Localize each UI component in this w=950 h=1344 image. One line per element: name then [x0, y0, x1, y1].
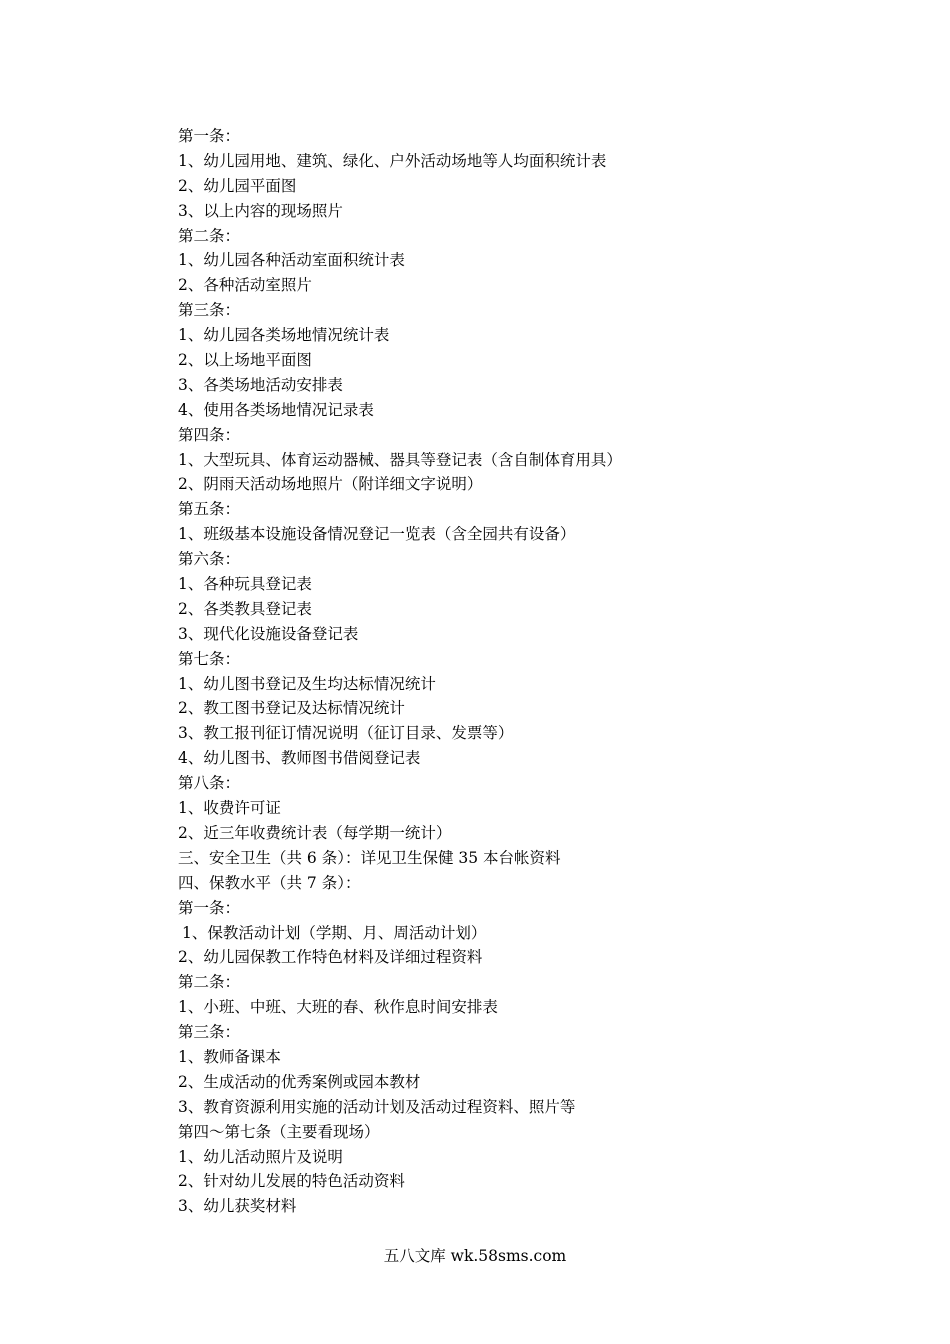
list-item: 1、小班、中班、大班的春、秋作息时间安排表: [178, 998, 498, 1017]
list-item: 4、幼儿图书、教师图书借阅登记表: [178, 749, 421, 768]
list-item: 2、各种活动室照片: [178, 276, 312, 295]
section-heading: 第七条：: [178, 649, 241, 668]
section-heading: 第四～第七条（主要看现场）: [178, 1122, 380, 1141]
section-heading: 第八条：: [178, 774, 241, 793]
section-heading: 第二条：: [178, 973, 241, 992]
document-body: [178, 124, 878, 1219]
section-heading: 第五条：: [178, 500, 241, 519]
list-item: 1、幼儿园各种活动室面积统计表: [178, 251, 405, 270]
list-item: 3、幼儿获奖材料: [178, 1197, 297, 1216]
page-footer: 五八文库 wk.58sms.com: [383, 1247, 567, 1265]
list-item: 2、教工图书登记及达标情况统计: [178, 699, 405, 718]
list-item: 三、安全卫生（共 6 条）：详见卫生保健 35 本台帐资料: [178, 848, 561, 867]
list-item: 4、使用各类场地情况记录表: [178, 400, 374, 419]
list-item: 3、各类场地活动安排表: [178, 375, 343, 394]
list-item: 2、幼儿园平面图: [178, 176, 297, 195]
list-item: 2、阴雨天活动场地照片（附详细文字说明）: [178, 475, 483, 494]
list-item: 1、教师备课本: [178, 1047, 281, 1066]
list-item: 2、生成活动的优秀案例或园本教材: [178, 1072, 421, 1091]
section-heading: 第四条：: [178, 425, 241, 444]
section-heading: 第二条：: [178, 226, 241, 245]
list-item: 1、幼儿园各类场地情况统计表: [178, 326, 390, 345]
section-heading: 第三条：: [178, 301, 241, 320]
list-item: 1、保教活动计划（学期、月、周活动计划）: [182, 923, 487, 942]
list-item: 3、教工报刊征订情况说明（征订目录、发票等）: [178, 724, 514, 743]
list-item: 3、教育资源利用实施的活动计划及活动过程资料、照片等: [178, 1097, 576, 1116]
list-item: 1、幼儿活动照片及说明: [178, 1147, 343, 1166]
list-item: 1、班级基本设施设备情况登记一览表（含全园共有设备）: [178, 525, 576, 544]
section-heading: 第一条：: [178, 898, 241, 917]
list-item: 1、大型玩具、体育运动器械、器具等登记表（含自制体育用具）: [178, 450, 622, 469]
list-item: 2、针对幼儿发展的特色活动资料: [178, 1172, 405, 1191]
list-item: 3、以上内容的现场照片: [178, 201, 343, 220]
list-item: 1、幼儿园用地、建筑、绿化、户外活动场地等人均面积统计表: [178, 151, 607, 170]
section-heading: 第一条：: [178, 127, 241, 145]
section-heading: 第三条：: [178, 1023, 241, 1042]
list-item: 2、近三年收费统计表（每学期一统计）: [178, 823, 452, 842]
list-item: 四、保教水平（共 7 条）：: [178, 873, 361, 892]
list-item: 2、幼儿园保教工作特色材料及详细过程资料: [178, 948, 483, 967]
list-item: 1、收费许可证: [178, 799, 281, 818]
section-heading: 第六条：: [178, 550, 241, 569]
list-item: 3、现代化设施设备登记表: [178, 624, 359, 643]
list-item: 2、各类教具登记表: [178, 599, 312, 618]
list-item: 2、以上场地平面图: [178, 351, 312, 370]
list-item: 1、幼儿图书登记及生均达标情况统计: [178, 674, 436, 693]
list-item: 1、各种玩具登记表: [178, 575, 312, 594]
